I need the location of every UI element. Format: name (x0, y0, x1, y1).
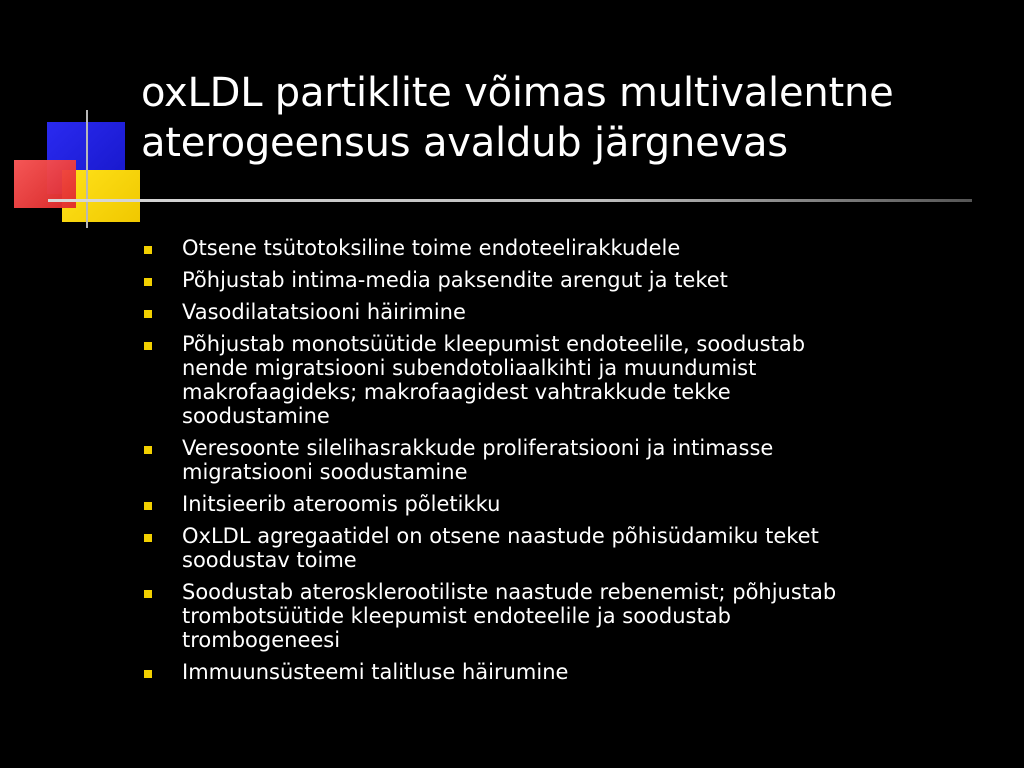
bullet-text-line: Vasodilatatsiooni häirimine (182, 300, 466, 324)
bullet-list (143, 236, 1003, 692)
bullet-text-line: trombotsüütide kleepumist endoteelile ja soodustab (182, 604, 731, 628)
square-bullet-icon (144, 278, 152, 286)
bullet-text-line: soodustamine (182, 404, 330, 428)
bullet-text-line: Initsieerib ateroomis põletikku (182, 492, 501, 516)
square-bullet-icon (144, 590, 152, 598)
slide-title (141, 68, 1011, 168)
square-bullet-icon (144, 534, 152, 542)
bullet-text-line: makrofaagideks; makrofaagidest vahtrakkude tekke (182, 380, 731, 404)
bullet-item (143, 524, 1003, 572)
bullet-text-line: Põhjustab intima-media paksendite arengut ja teket (182, 268, 728, 292)
bullet-text-line: migratsiooni soodustamine (182, 460, 468, 484)
bullet-item (143, 580, 1003, 652)
bullet-text-line: nende migratsiooni subendotoliaalkihti ja muundumist (182, 356, 757, 380)
bullet-item (143, 268, 1003, 292)
bullet-item (143, 436, 1003, 484)
bullet-text-line: Põhjustab monotsüütide kleepumist endoteelile, soodustab (182, 332, 806, 356)
bullet-text-line: soodustav toime (182, 548, 357, 572)
bullet-item (143, 332, 1003, 428)
bullet-item (143, 660, 1003, 684)
vertical-rule-decoration (86, 110, 88, 228)
decorative-blocks-logo (0, 0, 160, 240)
slide-title-line-2: aterogeensus avaldub järgnevas (141, 120, 788, 166)
slide-title-line-1: oxLDL partiklite võimas multivalentne (141, 70, 894, 116)
square-bullet-icon (144, 310, 152, 318)
bullet-item (143, 492, 1003, 516)
bullet-text-line: Veresoonte silelihasrakkude proliferatsiooni ja intimasse (182, 436, 774, 460)
bullet-text-line: Soodustab aterosklerootiliste naastude rebenemist; põhjustab (182, 580, 837, 604)
bullet-text-line: Immuunsüsteemi talitluse häirumine (182, 660, 569, 684)
title-underline-rule (48, 199, 972, 202)
square-bullet-icon (144, 342, 152, 350)
bullet-item (143, 236, 1003, 260)
bullet-text-line: trombogeneesi (182, 628, 341, 652)
square-bullet-icon (144, 246, 152, 254)
square-bullet-icon (144, 670, 152, 678)
square-bullet-icon (144, 446, 152, 454)
bullet-text-line: OxLDL agregaatidel on otsene naastude põhisüdamiku teket (182, 524, 819, 548)
bullet-text-line: Otsene tsütotoksiline toime endoteelirakkudele (182, 236, 681, 260)
bullet-item (143, 300, 1003, 324)
square-bullet-icon (144, 502, 152, 510)
